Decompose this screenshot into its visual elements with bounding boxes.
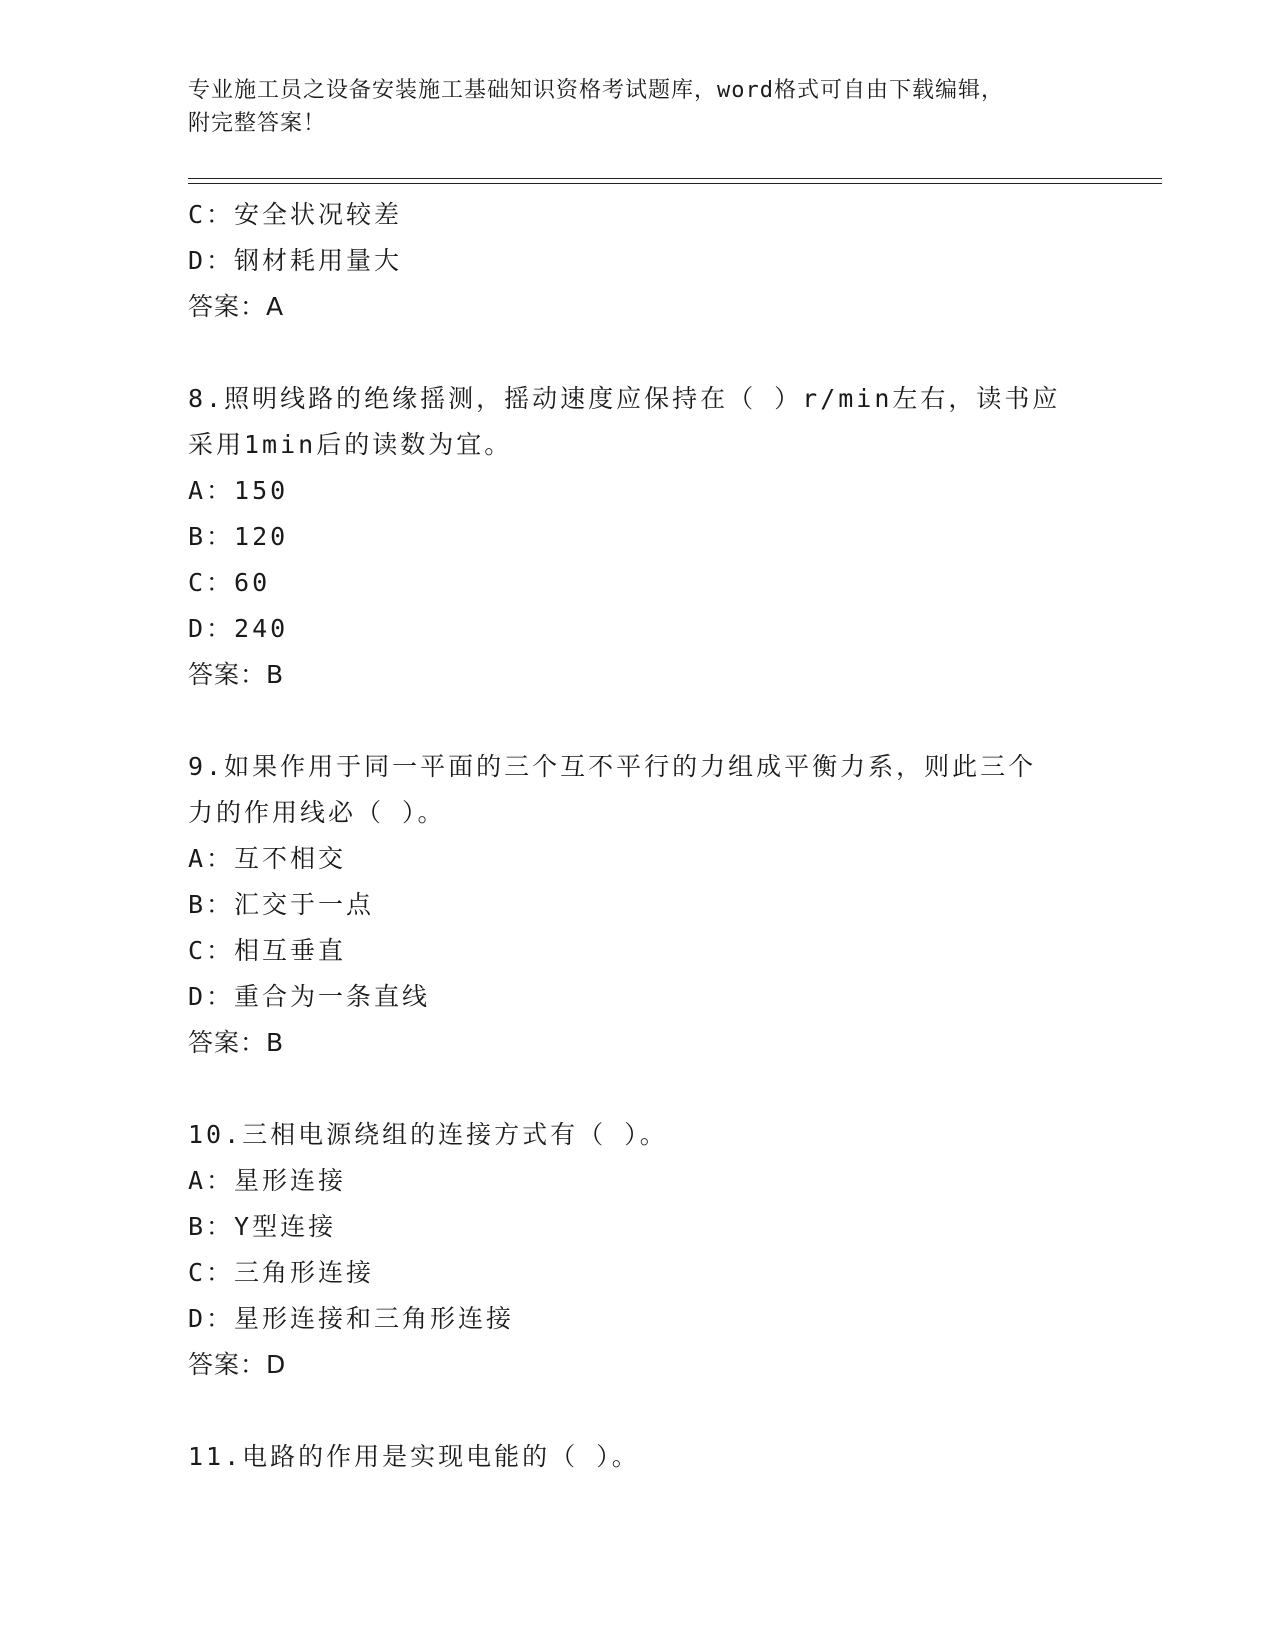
option-d: D：星形连接和三角形连接 xyxy=(188,1304,515,1333)
answer: 答案：D xyxy=(188,1350,287,1379)
option-a: A：150 xyxy=(188,476,289,505)
header-divider-bottom xyxy=(188,183,1162,184)
header-divider-top xyxy=(188,178,1162,179)
answer: 答案：B xyxy=(188,660,285,689)
option-a: A：互不相交 xyxy=(188,844,347,873)
question-stem: 8.照明线路的绝缘摇测，摇动速度应保持在（ ）r/min左右，读书应 xyxy=(188,384,1061,413)
header-title-line-2: 附完整答案！ xyxy=(188,111,327,136)
question-stem: 采用1min后的读数为宜。 xyxy=(188,430,513,459)
answer: 答案：A xyxy=(188,292,285,321)
option-d: D：钢材耗用量大 xyxy=(188,246,403,275)
option-d: D：重合为一条直线 xyxy=(188,982,431,1011)
option-b: B：120 xyxy=(188,522,289,551)
option-c: C：相互垂直 xyxy=(188,936,347,965)
option-c: C：安全状况较差 xyxy=(188,200,403,229)
option-c: C：60 xyxy=(188,568,271,597)
option-d: D：240 xyxy=(188,614,289,643)
option-a: A：星形连接 xyxy=(188,1166,347,1195)
spacer xyxy=(188,330,1088,376)
document-header xyxy=(188,74,1088,140)
option-c: C：三角形连接 xyxy=(188,1258,375,1287)
spacer xyxy=(188,1066,1088,1112)
header-title-line-1: 专业施工员之设备安装施工基础知识资格考试题库，word格式可自由下载编辑， xyxy=(188,78,1004,103)
question-stem: 9.如果作用于同一平面的三个互不平行的力组成平衡力系，则此三个 xyxy=(188,752,1037,781)
answer: 答案：B xyxy=(188,1028,285,1057)
spacer xyxy=(188,698,1088,744)
question-stem: 力的作用线必（ ）。 xyxy=(188,798,446,827)
option-b: B：汇交于一点 xyxy=(188,890,375,919)
spacer xyxy=(188,1388,1088,1434)
question-list xyxy=(188,192,1088,1480)
question-stem: 10.三相电源绕组的连接方式有（ ）。 xyxy=(188,1120,668,1149)
option-b: B：Y型连接 xyxy=(188,1212,337,1241)
question-stem: 11.电路的作用是实现电能的（ ）。 xyxy=(188,1442,640,1471)
